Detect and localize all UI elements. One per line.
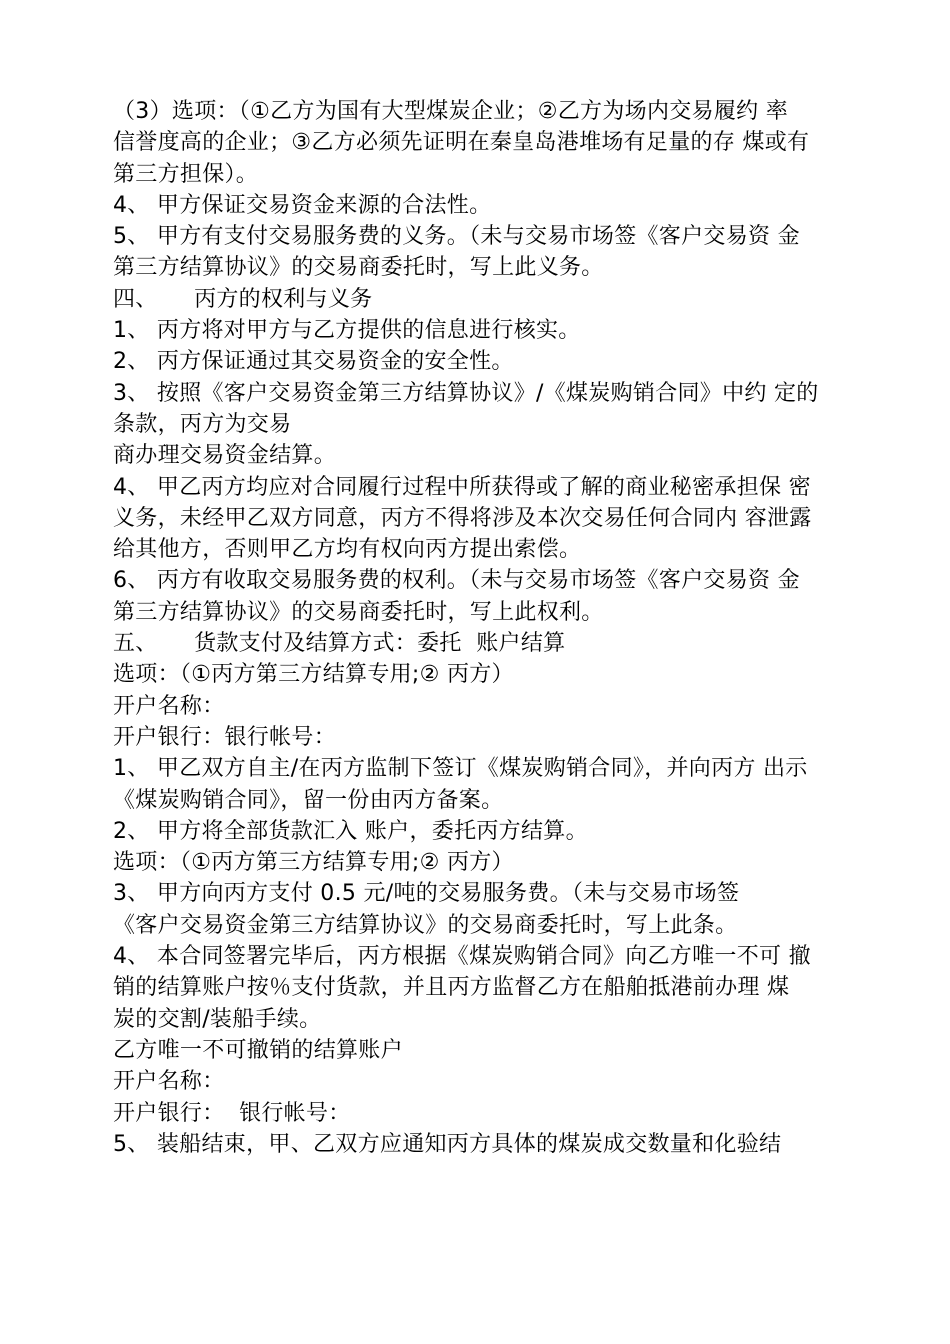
text-line: 选项：（①丙方第三方结算专用;② 丙方） — [113, 850, 514, 876]
text-line: 3、 按照《客户交易资金第三方结算协议》/《煤炭购销合同》中约 定的 — [113, 380, 819, 406]
text-line: 《煤炭购销合同》，留一份由丙方备案。 — [113, 787, 504, 813]
text-line: 《客户交易资金第三方结算协议》的交易商委托时，写上此条。 — [113, 912, 738, 938]
section-heading: 四、 丙方的权利与义务 — [113, 286, 373, 312]
document-body — [113, 96, 863, 1160]
text-line: 义务，未经甲乙双方同意，丙方不得将涉及本次交易任何合同内 容泄露 — [113, 505, 812, 531]
text-line: 销的结算账户按％支付货款，并且丙方监督乙方在船舶抵港前办理 煤 — [113, 975, 790, 1001]
text-line: 乙方唯一不可撤销的结算账户 — [113, 1037, 403, 1063]
text-line: 第三方结算协议》的交易商委托时，写上此权利。 — [113, 599, 604, 625]
text-line: 2、 丙方保证通过其交易资金的安全性。 — [113, 349, 514, 375]
text-line: （3）选项：（①乙方为国有大型煤炭企业；②乙方为场内交易履约 率 — [113, 99, 789, 124]
text-line: 4、 甲乙丙方均应对合同履行过程中所获得或了解的商业秘密承担保 密 — [113, 474, 811, 500]
text-line: 开户名称： — [113, 1069, 225, 1095]
text-line: 炭的交割/装船手续。 — [113, 1006, 322, 1032]
section-heading: 五、 货款支付及结算方式：委托 账户结算 — [113, 631, 566, 657]
text-line: 条款，丙方为交易 — [113, 411, 292, 437]
text-line: 3、 甲方向丙方支付 0.5 元/吨的交易服务费。（未与交易市场签 — [113, 881, 740, 907]
text-line: 商办理交易资金结算。 — [113, 443, 337, 469]
text-line: 开户名称： — [113, 693, 225, 719]
text-line: 5、 装船结束，甲、乙双方应通知丙方具体的煤炭成交数量和化验结 — [113, 1131, 782, 1157]
text-line: 1、 丙方将对甲方与乙方提供的信息进行核实。 — [113, 318, 581, 344]
text-line: 1、 甲乙双方自主/在丙方监制下签订《煤炭购销合同》，并向丙方 出示 — [113, 756, 808, 782]
text-line: 4、 本合同签署完毕后，丙方根据《煤炭购销合同》向乙方唯一不可 撤 — [113, 944, 811, 970]
text-line: 开户银行：银行帐号： — [113, 724, 337, 750]
text-line: 6、 丙方有收取交易服务费的权利。（未与交易市场签《客户交易资 金 — [113, 568, 800, 594]
text-line: 信誉度高的企业；③乙方必须先证明在秦皇岛港堆场有足量的存 煤或有 — [113, 130, 810, 156]
text-line: 2、 甲方将全部货款汇入 账户，委托丙方结算。 — [113, 818, 588, 844]
text-line: 选项：（①丙方第三方结算专用;② 丙方） — [113, 662, 514, 688]
text-line: 4、 甲方保证交易资金来源的合法性。 — [113, 192, 492, 218]
text-line: 第三方担保）。 — [113, 161, 259, 187]
text-line: 开户银行： 银行帐号： — [113, 1100, 351, 1126]
text-line: 第三方结算协议》的交易商委托时，写上此义务。 — [113, 255, 604, 281]
text-line: 给其他方，否则甲乙方均有权向丙方提出索偿。 — [113, 537, 582, 563]
text-line: 5、 甲方有支付交易服务费的义务。（未与交易市场签《客户交易资 金 — [113, 224, 800, 250]
